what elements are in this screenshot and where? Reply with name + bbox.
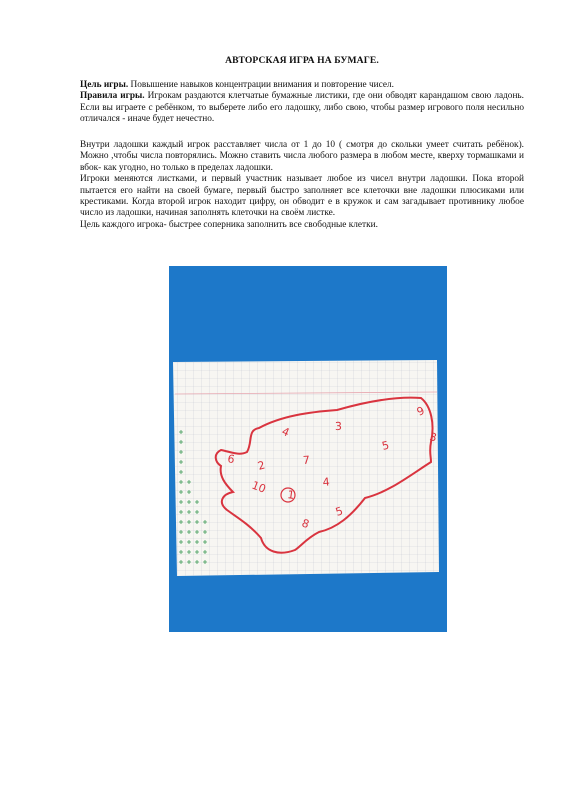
- hand-number: 7: [302, 453, 311, 467]
- hand-number: 1: [286, 488, 296, 502]
- hand-number: 5: [333, 504, 345, 519]
- page-title: АВТОРСКАЯ ИГРА НА БУМАГЕ.: [225, 55, 379, 66]
- body-paragraph: Игроки меняются листками, и первый участник называет любое из чисел внутри ладошки. Пока второй пытается его найти на своей бумаге, первый быстро заполняет все клеточки вне ладошки плюсиками или крестиками. Когда второй игрок находит цифру, он обводит е в кружок и сам загадывает противнику любое число из ладошки, начиная заполнять клеточки на своём листке.: [80, 174, 524, 219]
- rules-text: Игрокам раздаются клетчатые бумажные листики, где они обводят карандашом свою ладонь. Если вы играете с ребёнком, то выберете либо его ладошку, либо свою, чтобы размер игрового поля несильно отличался - иначе будет нечестно.: [80, 91, 524, 125]
- hand-number: 10: [249, 478, 268, 496]
- hand-number: 4: [322, 475, 331, 489]
- body-paragraph: Цель каждого игрока- быстрее соперника заполнить все свободные клетки.: [80, 219, 378, 230]
- goal-text: Повышение навыков концентрации внимания и повторение чисел.: [128, 80, 394, 90]
- hand-number: 3: [428, 430, 438, 445]
- hand-number: 3: [334, 419, 343, 433]
- body-section: [80, 140, 524, 231]
- body-paragraph: Внутри ладошки каждый игрок расставляет числа от 1 до 10 ( смотря до скольки умеет считать ребёнок). Можно ,чтобы числа повторялись. Можно ставить числа любого размера в любом месте, кверху тормашками и вбок- как угодно, но только в пределах ладошки.: [80, 140, 524, 173]
- game-photo-image: [169, 266, 447, 632]
- hand-number: 8: [300, 516, 311, 532]
- hand-number: 4: [279, 424, 292, 440]
- game-photo: [169, 266, 447, 632]
- hand-number: 5: [380, 438, 391, 453]
- hand-number: 9: [414, 403, 427, 419]
- paper-sheet: [173, 360, 439, 576]
- goal-label: Цель игры.: [80, 80, 129, 90]
- hand-number: 6: [226, 452, 236, 467]
- intro-section: [80, 80, 524, 126]
- hand-number: 2: [256, 458, 267, 473]
- rules-label: Правила игры.: [80, 91, 145, 102]
